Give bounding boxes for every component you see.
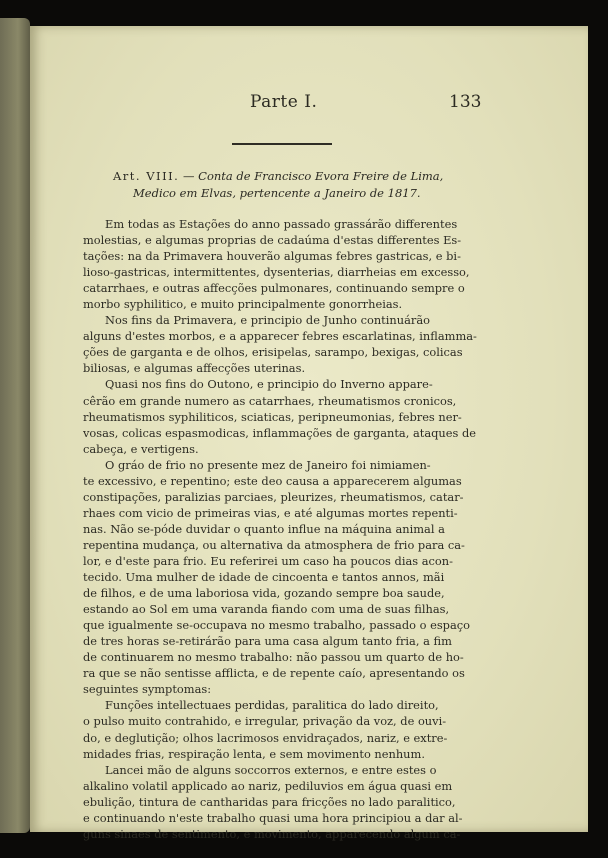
text-line: te excessivo, e repentino; este deo causa a apparecerem algumas xyxy=(83,473,462,488)
text-line: Funções intellectuaes perdidas, paralitica do lado direito, xyxy=(105,698,439,713)
article-heading xyxy=(113,168,513,202)
article-body xyxy=(83,216,483,842)
text-line: tecido. Uma mulher de idade de cincoenta e tantos annos, mãi xyxy=(83,570,445,585)
text-line: Em todas as Estações do anno passado grassárão differentes xyxy=(105,217,458,231)
text-line: Nos fins da Primavera, e principio de Junho continuárão xyxy=(105,313,430,328)
article-title-line2: Medico em Elvas, pertencente a Janeiro de 1817. xyxy=(133,186,421,200)
text-line: que igualmente se-occupava no mesmo trabalho, passado o espaço xyxy=(83,618,471,633)
book-page xyxy=(30,26,588,841)
text-line: de tres horas se-retirárão para uma casa algum tanto fria, a fim xyxy=(83,634,452,649)
text-line: de continuarem no mesmo trabalho: não passou um quarto de ho- xyxy=(83,650,464,665)
text-line: nas. Não se-póde duvidar o quanto influe na máquina animal a xyxy=(83,521,445,536)
text-line: molestias, e algumas proprias de cadaúma d'estas differentes Es- xyxy=(83,233,462,248)
text-line: Lancei mão de alguns soccorros externos, e entre estes o xyxy=(105,762,437,777)
text-line: cabeça, e vertigens. xyxy=(83,441,199,456)
text-line: O gráo de frio no presente mez de Janeiro foi nimiamen- xyxy=(105,457,431,472)
text-line: rheumatismos syphiliticos, sciaticas, peripneumonias, febres ner- xyxy=(83,409,462,424)
text-line: ções de garganta e de olhos, erisipelas, sarampo, bexigas, colicas xyxy=(83,345,463,360)
text-line: cêrão em grande numero as catarrhaes, rheumatismos cronicos, xyxy=(83,393,457,408)
text-line: o pulso muito contrahido, e irregular, privação da voz, de ouvi- xyxy=(83,714,447,729)
text-line: vosas, colicas espasmodicas, inflammações de garganta, ataques de xyxy=(83,425,476,440)
text-line: repentina mudança, ou alternativa da atmosphera de frio para ca- xyxy=(83,537,465,552)
text-line: lioso-gastricas, intermittentes, dysenterias, diarrheias em excesso, xyxy=(83,265,470,280)
text-line: do, e deglutição; olhos lacrimosos envidraçados, nariz, e extre- xyxy=(83,730,448,745)
text-line: midades frias, respiração lenta, e sem movimento nenhum. xyxy=(83,746,425,761)
text-line: constipações, paralizias parciaes, pleurizes, rheumatismos, catar- xyxy=(83,489,464,504)
page-header xyxy=(30,90,588,120)
text-line: e continuando n'este trabalho quasi uma hora principiou a dar al- xyxy=(83,810,463,825)
text-line: biliosas, e algumas affecções uterinas. xyxy=(83,361,306,376)
article-title-line1: — Conta de Francisco Evora Freire de Lima, xyxy=(182,169,444,183)
text-line: tações: na da Primavera houverão algumas febres gastricas, e bi- xyxy=(83,249,461,264)
text-line: morbo syphilitico, e muito principalmente gonorrheias. xyxy=(83,297,403,312)
header-rule xyxy=(232,143,332,145)
facing-page-edge xyxy=(0,18,30,833)
text-line: ebulição, tintura de cantharidas para fricções no lado paralitico, xyxy=(83,794,456,809)
text-line: guns sinaes de sentimento, e movimento, apparecendo algum ca- xyxy=(83,826,461,841)
text-line: alkalino volatil applicado ao nariz, pediluvios em água quasi em xyxy=(83,778,453,793)
text-line: alguns d'estes morbos, e a apparecer febres escarlatinas, inflamma- xyxy=(83,329,477,344)
text-line: ra que se não sentisse afflicta, e de repente caío, apresentando os xyxy=(83,666,465,681)
text-line: catarrhaes, e outras affecções pulmonares, continuando sempre o xyxy=(83,281,465,296)
text-line: seguintes symptomas: xyxy=(83,682,212,697)
text-line: rhaes com vicio de primeiras vias, e até algumas mortes repenti- xyxy=(83,505,458,520)
text-line: de filhos, e de uma laboriosa vida, gozando sempre boa saude, xyxy=(83,586,445,601)
page-number: 133 xyxy=(449,92,482,112)
text-line: Quasi nos fins do Outono, e principio do Inverno appare- xyxy=(105,377,433,392)
text-line: estando ao Sol em uma varanda fiando com uma de suas filhas, xyxy=(83,602,450,617)
running-head: Parte I. xyxy=(250,92,318,112)
text-line: lor, e d'este para frio. Eu referirei um caso ha poucos dias acon- xyxy=(83,553,453,568)
article-label: Art. VIII. xyxy=(113,169,180,183)
